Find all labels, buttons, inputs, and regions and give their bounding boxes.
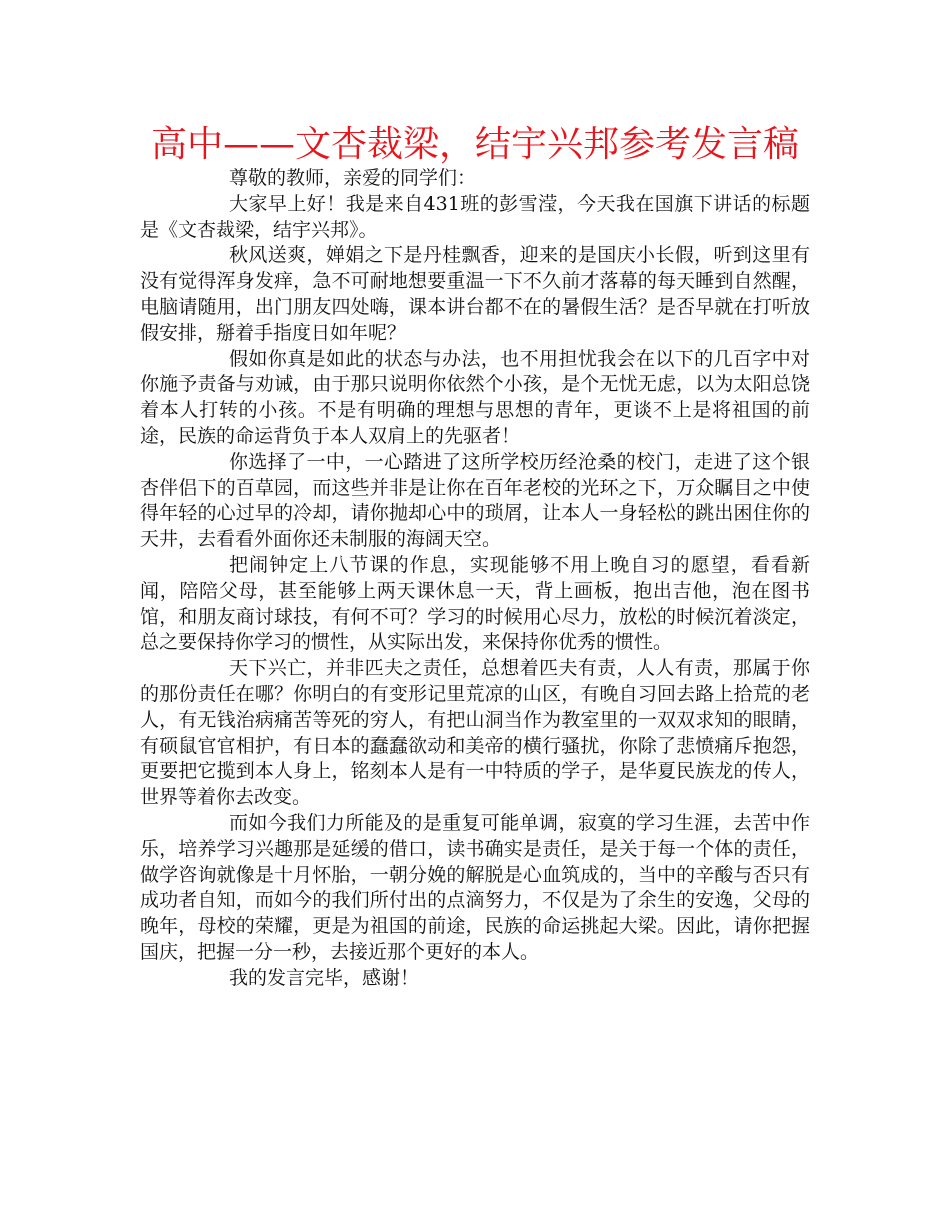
paragraph-salutation: 尊敬的教师，亲爱的同学们： [229,167,477,189]
paragraph: 假如你真是如此的状态与办法，也不用担忧我会在以下的几百字中对你施予责备与劝诫，由于那只说明你依然个小孩，是个无忧无虑，以为太阳总饶着本人打转的小孩。不是有明确的理想与思想的青年，更谈不上是将祖国的前途，民族的命运背负于本人双肩上的先驱者！ [140,347,810,447]
paragraph: 你选择了一中，一心踏进了这所学校历经沧桑的校门，走进了这个银杏伴侣下的百草园，而这些并非是让你在百年老校的光环之下，万众瞩目之中使得年轻的心过早的冷却，请你抛却心中的琐屑，让本人一身轻松的跳出困住你的天井，去看看外面你还未制服的海阔天空。 [140,450,810,551]
paragraph-greeting: 大家早上好！我是来自431班的彭雪滢，今天我在国旗下讲话的标题是《文杏裁梁，结宇兴邦》。 [140,192,810,241]
paragraph: 秋风送爽，婵娟之下是丹桂飘香，迎来的是国庆小长假，听到这里有没有觉得浑身发痒，急不可耐地想要重温一下不久前才落幕的每天睡到自然醒，电脑请随用，出门朋友四处嗨，课本讲台都不在的暑假生活？是否早就在打听放假安排，掰着手指度日如年呢？ [140,244,810,344]
document-title: 高中——文杏裁梁，结宇兴邦参考发言稿 [150,124,799,165]
paragraph: 而如今我们力所能及的是重复可能单调，寂寞的学习生涯，去苦中作乐，培养学习兴趣那是延缓的借口，读书确实是责任，是关于每一个体的责任，做学咨询就像是十月怀胎，一朝分娩的解脱是心血筑成的，当中的辛酸与否只有成功者自知，而如今的我们所付出的点滴努力，不仅是为了余生的安逸，父母的晚年，母校的荣耀，更是为祖国的前途，民族的命运挑起大梁。因此，请你把握国庆，把握一分一秒，去接近那个更好的本人。 [140,811,810,963]
paragraph-closing: 我的发言完毕，感谢！ [229,966,420,989]
document-body [140,166,810,992]
paragraph: 天下兴亡，并非匹夫之责任，总想着匹夫有责，人人有责，那属于你的那份责任在哪？你明白的有变形记里荒凉的山区，有晚自习回去路上拾荒的老人，有无钱治病痛苦等死的穷人，有把山洞当作为教室里的一双双求知的眼睛，有硕鼠官官相护，有日本的蠢蠢欲动和美帝的横行骚扰，你除了悲愤痛斥抱怨，更要把它揽到本人身上，铭刻本人是有一中特质的学子，是华夏民族龙的传人，世界等着你去改变。 [140,657,810,809]
paragraph: 把闹钟定上八节课的作息，实现能够不用上晚自习的愿望，看看新闻，陪陪父母，甚至能够上两天课休息一天，背上画板，抱出吉他，泡在图书馆，和朋友商讨球技，有何不可？学习的时候用心尽力，放松的时候沉着淡定，总之要保持你学习的惯性，从实际出发，来保持你优秀的惯性。 [140,553,810,654]
